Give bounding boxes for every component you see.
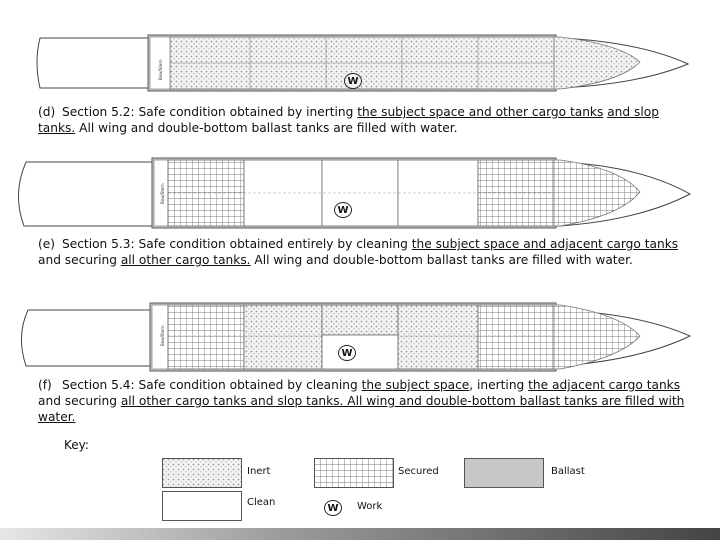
key-work-label: Work xyxy=(357,501,383,512)
caption-plain-text: Section 5.2: Safe condition obtained by inerting xyxy=(62,105,358,119)
caption-underlined-text: the adjacent cargo tanks xyxy=(528,378,681,392)
work-marker-icon: W xyxy=(344,73,362,89)
caption-d xyxy=(38,104,698,136)
caption-label: (e) xyxy=(38,237,56,251)
caption-underlined-text: all other cargo tanks. xyxy=(120,253,251,267)
tank-inert xyxy=(322,305,398,335)
side-label: Bow/Stern xyxy=(160,325,165,346)
key-secured-swatch xyxy=(314,458,394,488)
side-label: Bow/Stern xyxy=(160,183,165,204)
key-inert-label: Inert xyxy=(247,466,271,477)
key-clean-label: Clean xyxy=(247,497,276,508)
caption-plain-text: Section 5.3: Safe condition obtained entirely by cleaning xyxy=(62,237,412,251)
key-ballast-swatch xyxy=(464,458,544,488)
caption-plain-text: and securing xyxy=(38,253,121,267)
tank-inert xyxy=(398,305,478,369)
key-work-icon: W xyxy=(324,500,342,516)
tank-clean xyxy=(322,335,398,369)
tank-secured xyxy=(168,305,244,369)
key-clean-swatch xyxy=(162,491,242,521)
tank-secured xyxy=(478,305,554,369)
caption-underlined-text: and slop tanks. xyxy=(38,105,659,135)
side-label: Bow/Stern xyxy=(158,59,163,80)
slop-tank-secured xyxy=(554,305,640,369)
caption-text xyxy=(38,378,684,424)
caption-underlined-text: the subject space and other cargo tanks xyxy=(357,105,604,119)
caption-underlined-text: the subject space and adjacent cargo tanks xyxy=(411,237,679,251)
caption-underlined-text: the subject space xyxy=(361,378,470,392)
key-title: Key: xyxy=(64,438,89,452)
work-marker-icon: W xyxy=(334,202,352,218)
key-inert-swatch xyxy=(162,458,242,488)
caption-e xyxy=(38,236,698,268)
caption-label: (d) xyxy=(38,105,56,119)
caption-plain-text: All wing and double-bottom ballast tanks are filled with water. xyxy=(250,253,633,267)
key-ballast-label: Ballast xyxy=(551,466,585,477)
caption-f xyxy=(38,377,698,425)
caption-text xyxy=(38,105,659,135)
ship-d xyxy=(37,35,688,91)
caption-plain-text: Section 5.4: Safe condition obtained by cleaning xyxy=(62,378,362,392)
caption-underlined-text: All wing and double-bottom ballast tanks are filled with water. xyxy=(38,394,685,424)
slide-footer-bar xyxy=(0,528,720,540)
work-marker-icon: W xyxy=(338,345,356,361)
caption-label: (f) xyxy=(38,378,52,392)
caption-plain-text: All wing and double-bottom ballast tanks are filled with water. xyxy=(75,121,458,135)
caption-underlined-text: all other cargo tanks and slop tanks. xyxy=(120,394,344,408)
caption-plain-text: , inerting xyxy=(469,378,529,392)
caption-text xyxy=(38,237,678,267)
ship-e xyxy=(18,158,690,228)
tank-inert xyxy=(244,305,322,369)
ship-f xyxy=(21,303,690,371)
caption-plain-text: and securing xyxy=(38,394,121,408)
key-secured-label: Secured xyxy=(398,466,439,477)
